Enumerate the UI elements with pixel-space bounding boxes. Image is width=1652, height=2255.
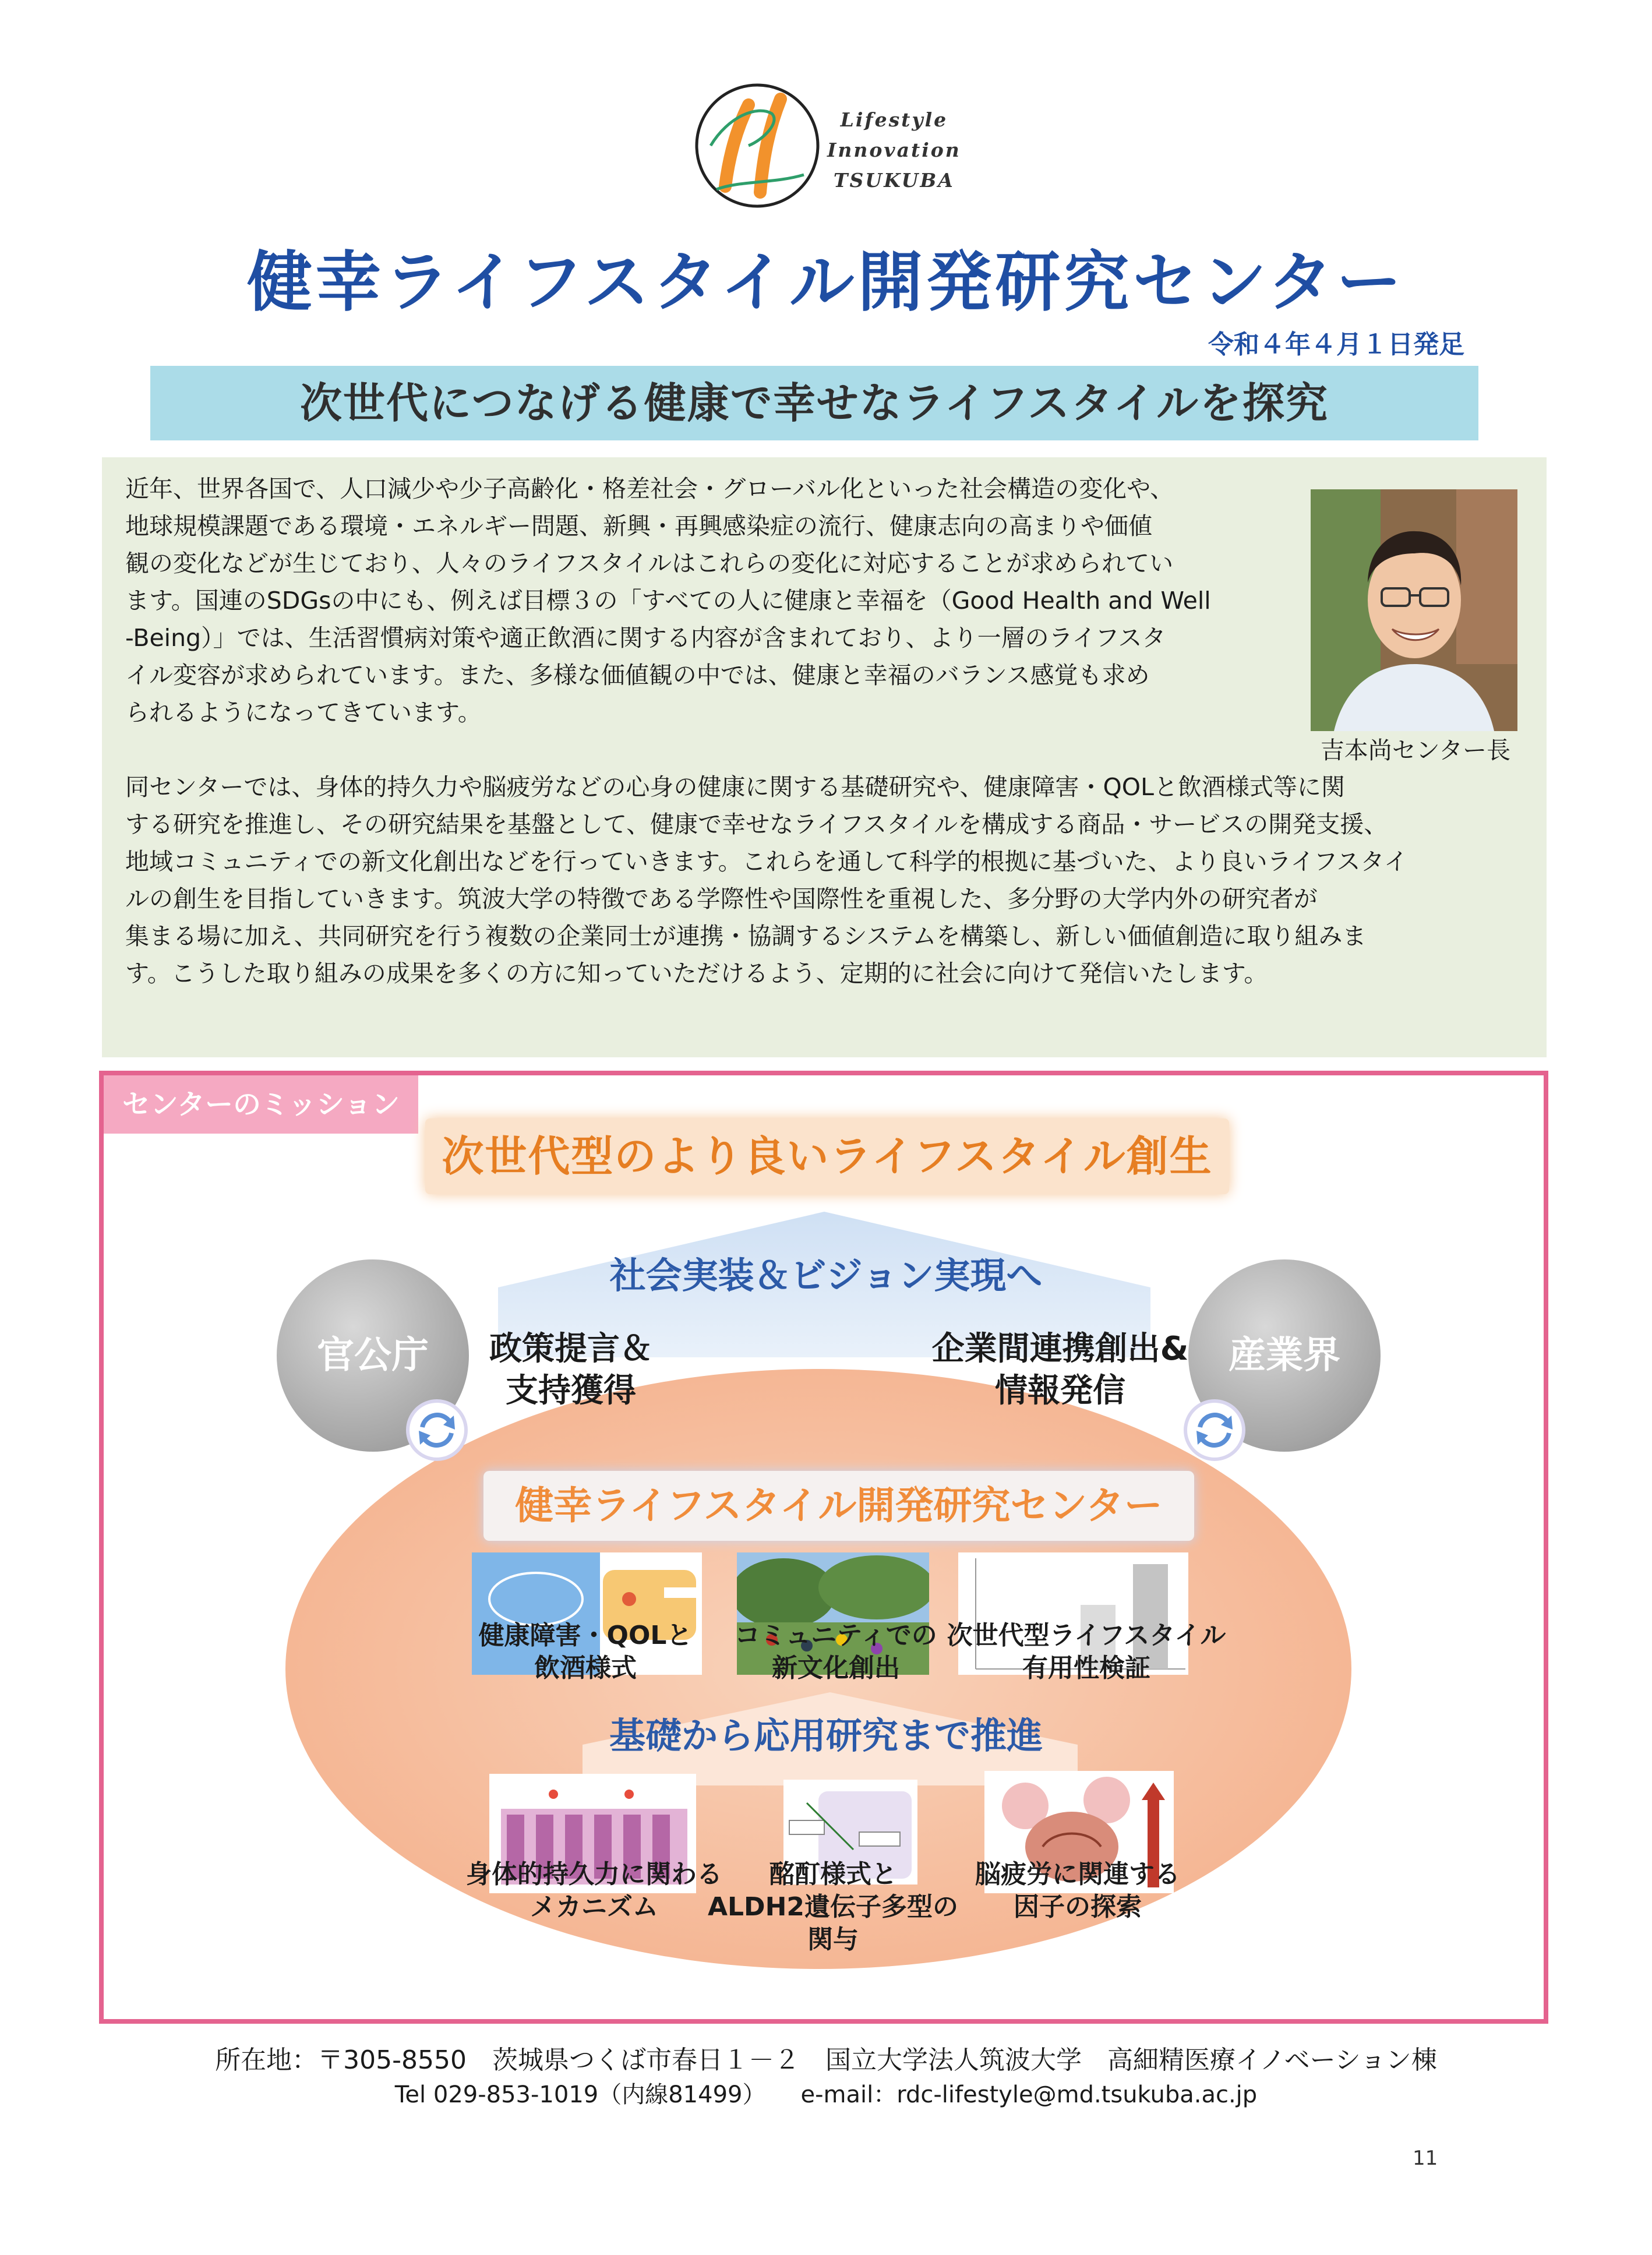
policy-text: 政策提言＆ 支持獲得 bbox=[489, 1330, 652, 1410]
research-caption: 次世代型ライフスタイル 有用性検証 bbox=[947, 1621, 1226, 1683]
director-photo bbox=[1311, 489, 1517, 731]
research-caption: コミュニティでの 新文化創出 bbox=[735, 1621, 937, 1683]
lifestyle-innovation-logo-icon bbox=[693, 82, 821, 210]
goal-text: 次世代型のより良いライフスタイル創生 bbox=[442, 1132, 1213, 1181]
research-caption: 酩酊様式と ALDH2遺伝子多型の関与 bbox=[707, 1859, 959, 1954]
mission-tab-label: センターのミッション bbox=[122, 1088, 400, 1121]
logo bbox=[693, 82, 973, 210]
center-banner bbox=[483, 1471, 1194, 1541]
logo-text: Lifestyle Innovation TSUKUBA bbox=[827, 108, 961, 192]
mission-tab bbox=[104, 1075, 418, 1134]
intro-paragraph-2: 同センターでは、身体的持久力や脳疲労などの心身の健康に関する基礎研究や、健康障害・QOLと飲酒様式等に関 する研究を推進し、その研究結果を基盤として、健康で幸せなライフスタイルを構成する商品・サービスの開発支援、 地域コミュニティでの新文化創出などを行っていきます。これらを通して科学的根拠に基づいた、より良いライフスタイ ルの創生を目指していきます。筑波大学の特徴である学際性や国際性を重視した、多分野の大学内外の研究者が 集まる場に加え、共同研究を行う複数の企業同士が連携・協調するシステムを構築し、新しい価値創造に取り組みま す。こうした取り組みの成果を多くの方に知っていただけるよう、定期的に社会に向けて発信いたします。 bbox=[125, 773, 1408, 987]
page-number: 11 bbox=[1413, 2147, 1438, 2170]
goal-banner bbox=[425, 1118, 1229, 1194]
founded-date: 令和４年４月１日発足 bbox=[1208, 330, 1464, 359]
basic-to-applied-text: 基礎から応用研究まで推進 bbox=[609, 1714, 1043, 1757]
photo-caption: 吉本尚センター長 bbox=[1320, 736, 1511, 764]
research-caption: 脳疲労に関連する 因子の探索 bbox=[975, 1859, 1180, 1922]
social-implementation-text: 社会実装＆ビジョン実現へ bbox=[609, 1254, 1043, 1297]
center-name: 健幸ライフスタイル開発研究センター bbox=[515, 1483, 1163, 1528]
corporate-text: 企業間連携創出& 情報発信 bbox=[931, 1330, 1189, 1410]
research-caption: 健康障害・QOLと 飲酒様式 bbox=[478, 1621, 693, 1683]
industry-label: 産業界 bbox=[1229, 1334, 1340, 1377]
tagline-bar bbox=[150, 366, 1478, 440]
government-label: 官公庁 bbox=[317, 1334, 429, 1377]
contact-info: Tel 029-853-1019（内線81499） e-mail：rdc-lifestyle@md.tsukuba.ac.jp bbox=[394, 2081, 1258, 2108]
intro-paragraph-1: 近年、世界各国で、人口減少や少子高齢化・格差社会・グローバル化といった社会構造の変化や、 地球規模課題である環境・エネルギー問題、新興・再興感染症の流行、健康志向の高まりや価値 観の変化などが生じており、人々のライフスタイルはこれらの変化に対応することが求められてい ます。国連のSDGsの中にも、例えば目標３の「すべての人に健康と幸福を（Good Health and Well -Being）」では、生活習慣病対策や適正飲酒に関する内容が含まれており、より一層のライフスタ イル変容が求められています。また、多様な価値観の中では、健康と幸福のバランス感覚も求め られるようになってきています。 bbox=[125, 475, 1211, 726]
tagline: 次世代につなげる健康で幸せなライフスタイルを探究 bbox=[300, 379, 1329, 428]
research-caption: 身体的持久力に関わる メカニズム bbox=[466, 1859, 722, 1922]
address: 所在地：〒305-8550 茨城県つくば市春日１－２ 国立大学法人筑波大学 高細精医療イノベーション棟 bbox=[215, 2045, 1437, 2075]
page-title: 健幸ライフスタイル開発研究センター bbox=[246, 245, 1406, 320]
